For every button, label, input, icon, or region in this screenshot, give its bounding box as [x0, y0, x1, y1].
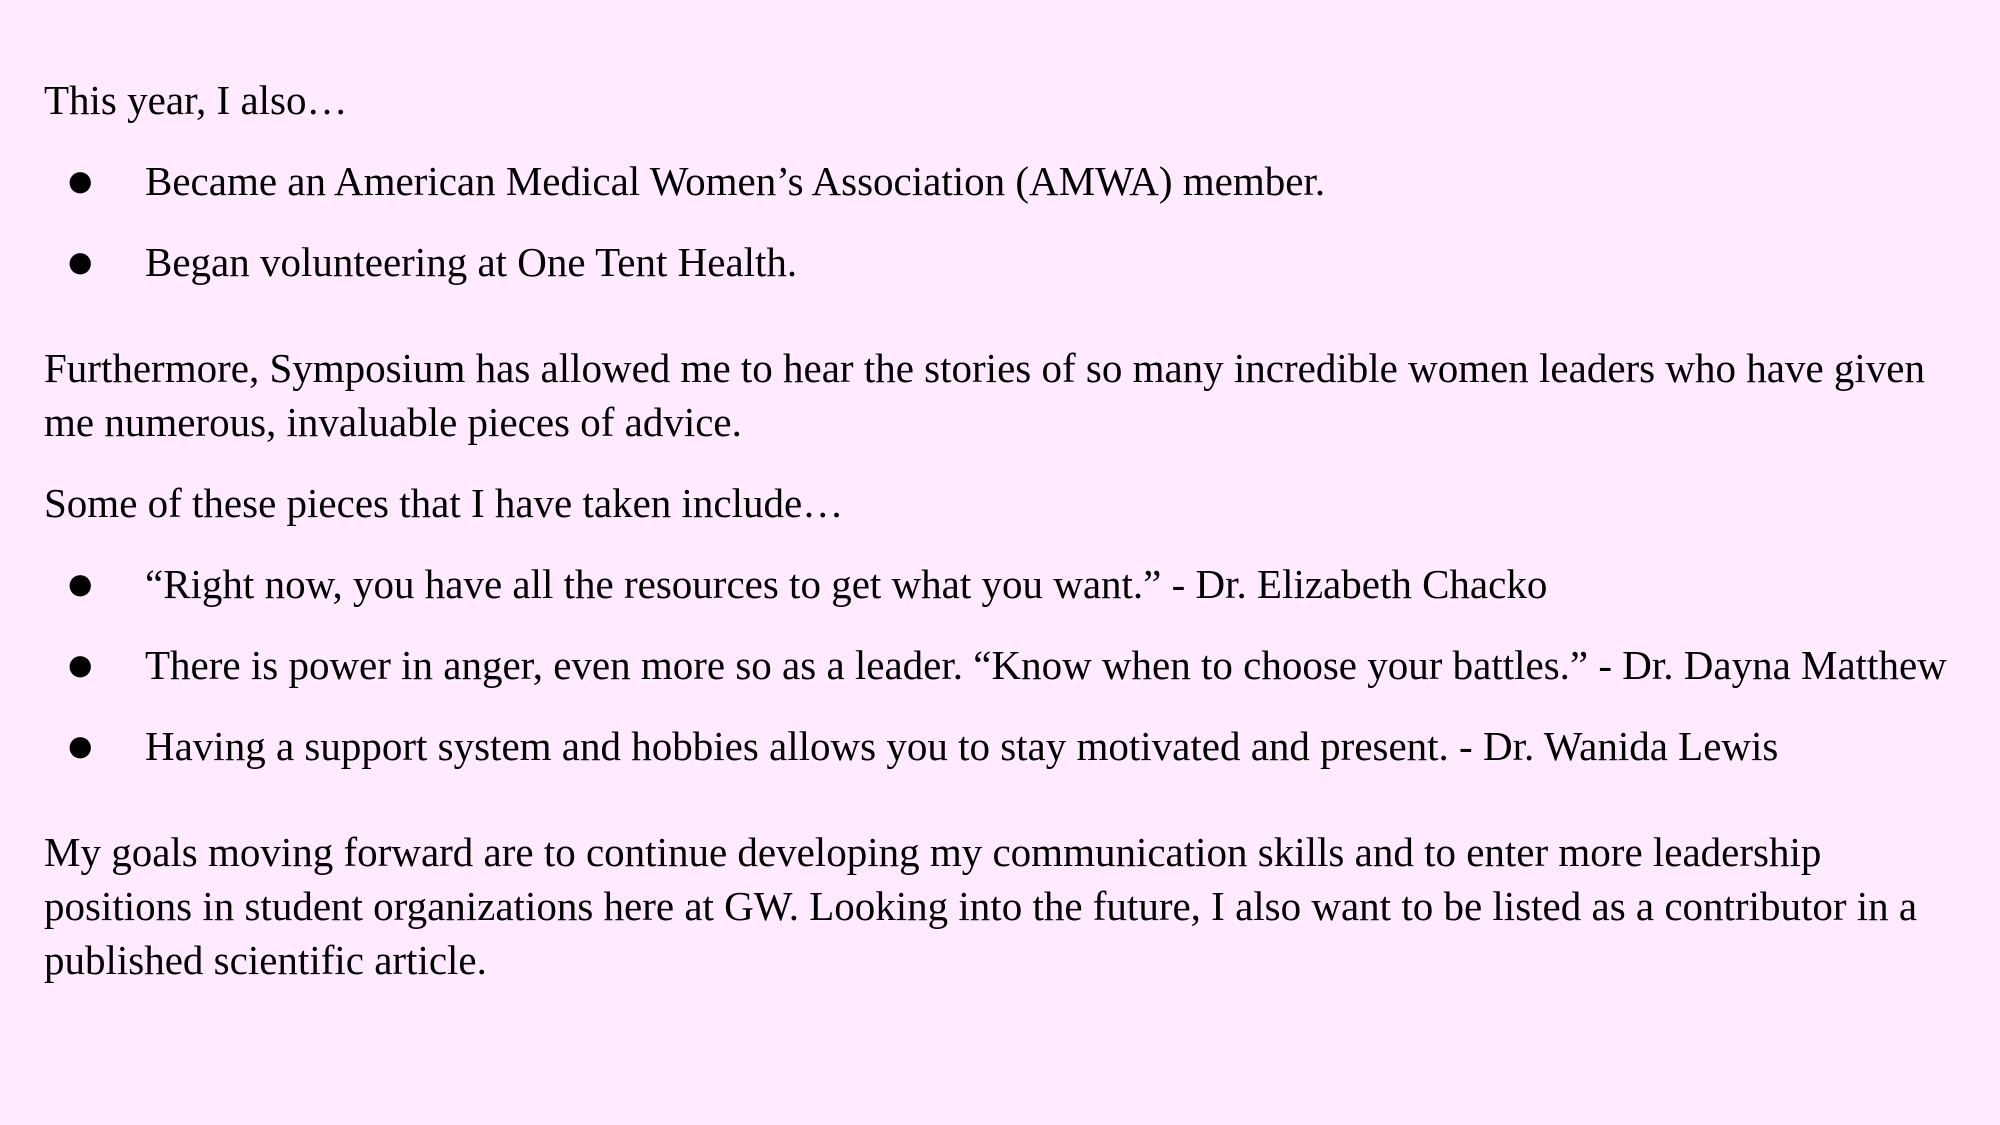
list-item — [44, 154, 1960, 208]
list-item-text: “Right now, you have all the resources to get what you want.” - Dr. Elizabeth Chacko — [145, 561, 1548, 607]
goals-paragraph: My goals moving forward are to continue developing my communication skills and to enter more leadership positions in student organizations here at GW. Looking into the future, I also want to be listed as a contributor in a published scientific article. — [44, 829, 1918, 983]
bullet-icon: ● — [68, 245, 93, 278]
list-item-text: Having a support system and hobbies allows you to stay motivated and present. - Dr. Wanida Lewis — [145, 723, 1779, 769]
list-item — [44, 638, 1960, 692]
intro-text: This year, I also… — [44, 77, 348, 123]
bullet-icon: ● — [68, 164, 93, 197]
achievements-list — [44, 154, 1960, 289]
list-item-text: Began volunteering at One Tent Health. — [145, 239, 798, 285]
list-item-text: Became an American Medical Women’s Association (AMWA) member. — [145, 158, 1326, 204]
bullet-icon: ● — [68, 567, 93, 600]
furthermore-paragraph: Furthermore, Symposium has allowed me to hear the stories of so many incredible women leaders who have given me numerous, invaluable pieces of advice. — [44, 345, 1925, 445]
advice-list — [44, 557, 1960, 773]
bullet-icon: ● — [68, 648, 93, 681]
list-item — [44, 235, 1960, 289]
list-item-text: There is power in anger, even more so as a leader. “Know when to choose your battles.” - Dr. Dayna Matthew — [145, 642, 1947, 688]
list-item — [44, 719, 1960, 773]
list-item — [44, 557, 1960, 611]
advice-intro-text: Some of these pieces that I have taken include… — [44, 480, 844, 526]
bullet-icon: ● — [68, 729, 93, 762]
